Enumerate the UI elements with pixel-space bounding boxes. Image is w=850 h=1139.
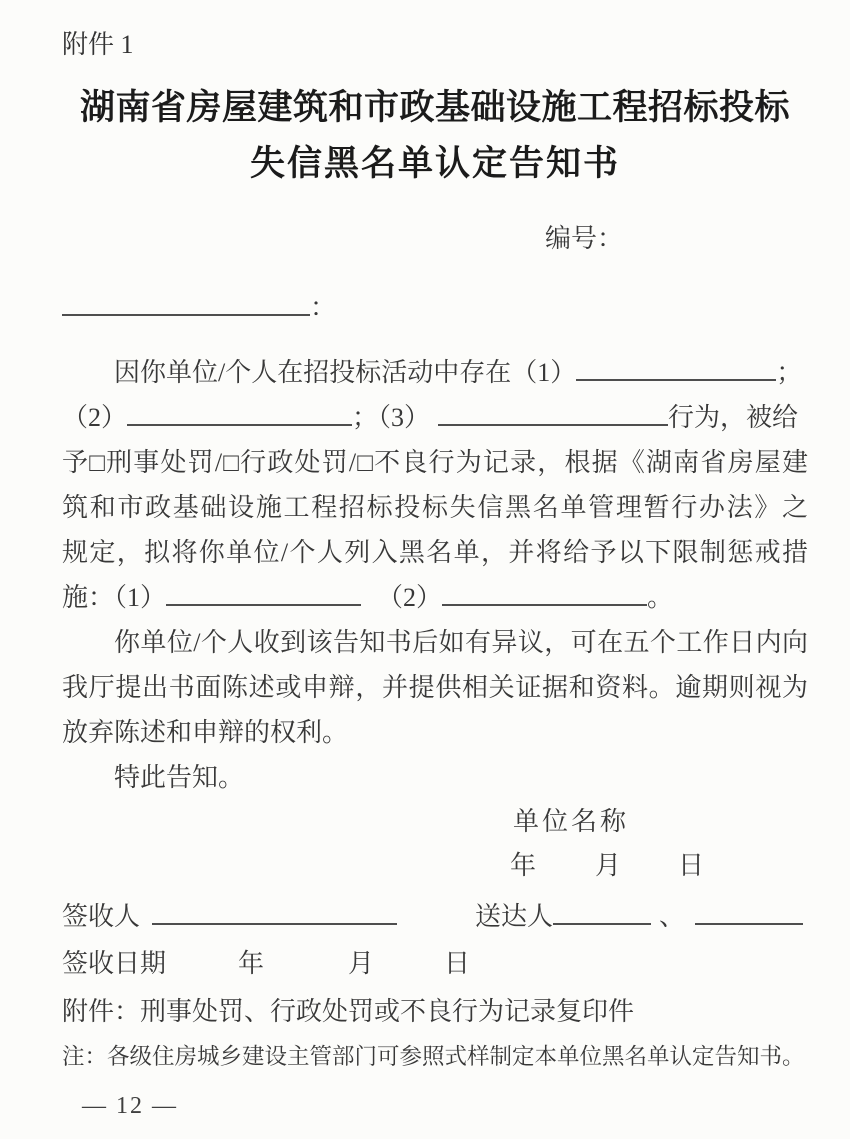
closing-line: 特此告知。 xyxy=(114,763,245,792)
receipt-day-label: 日 xyxy=(444,949,471,978)
signature-unit-label: 单位名称 xyxy=(513,807,630,836)
measure-1-blank xyxy=(166,602,361,606)
receipt-date-label: 签收日期 xyxy=(62,949,167,978)
addressee-row xyxy=(62,286,808,330)
receipt-date-row xyxy=(62,941,808,986)
signature-year-label: 年 xyxy=(510,851,537,880)
measures-line-end: 。 xyxy=(647,583,674,612)
measure-2-blank xyxy=(442,602,647,606)
number-row xyxy=(62,220,808,258)
reason-line-1 xyxy=(62,350,808,395)
receipt-year-label: 年 xyxy=(238,949,265,978)
signer-label: 签收人 xyxy=(62,902,141,931)
deliverer-separator: 、 xyxy=(659,902,686,931)
number-label: 编号： xyxy=(545,224,624,253)
receipt-month-label: 月 xyxy=(348,949,375,978)
deliverer-blank-1 xyxy=(553,921,651,925)
signature-date-row xyxy=(62,844,808,888)
objection-line-1: 你单位/个人收到该告知书后如有异议，可在五个工作日内向 xyxy=(114,628,808,657)
regulation-line-2: 规定，拟将你单位/个人列入黑名单，并将给予以下限制惩戒措 xyxy=(62,538,808,567)
reason-2-blank xyxy=(127,422,352,426)
objection-line-2: 我厅提出书面陈述或申辩，并提供相关证据和资料。逾期则视为 xyxy=(62,673,808,702)
page-content xyxy=(62,0,808,1122)
footnote: 注：各级住房城乡建设主管部门可参照式样制定本单位黑名单认定告知书。 xyxy=(62,1044,805,1069)
doc-title-line1: 湖南省房屋建筑和市政基础设施工程招标投标 xyxy=(79,88,790,127)
attachment-note: 附件：刑事处罚、行政处罚或不良行为记录复印件 xyxy=(62,997,635,1026)
reason-line-2 xyxy=(62,395,808,440)
measures-line xyxy=(62,575,808,620)
signer-blank xyxy=(152,921,397,925)
doc-title-line2: 失信黑名单认定告知书 xyxy=(249,144,620,183)
regulation-line-1: 筑和市政基础设施工程招标投标失信黑名单管理暂行办法》之 xyxy=(62,493,808,522)
attachment-label: 附件 1 xyxy=(62,30,134,59)
reason-2-label: （2） xyxy=(62,403,128,432)
reason-line-2-end: 行为，被给 xyxy=(668,403,799,432)
deliverer-blank-2 xyxy=(695,921,803,925)
page-number: — 12 — xyxy=(82,1093,178,1119)
addressee-blank xyxy=(62,312,310,316)
measure-2-label: （2） xyxy=(377,583,443,612)
reason-3-label: ；（3） xyxy=(352,403,431,432)
receipt-row xyxy=(62,894,808,939)
addressee-colon: ： xyxy=(310,293,337,322)
reason-line-1-end: ； xyxy=(776,358,803,387)
measure-1-label: 施：（1） xyxy=(62,583,167,612)
signature-month-label: 月 xyxy=(595,851,622,880)
reason-line-1-text: 因你单位/个人在招投标活动中存在（1） xyxy=(114,358,577,387)
penalty-options-line: 予□刑事处罚/□行政处罚/□不良行为记录，根据《湖南省房屋建 xyxy=(62,448,808,477)
deliverer-label: 送达人 xyxy=(475,902,554,931)
reason-3-blank xyxy=(438,422,668,426)
signature-day-label: 日 xyxy=(678,851,705,880)
objection-line-3: 放弃陈述和申辩的权利。 xyxy=(62,718,349,747)
reason-1-blank xyxy=(576,377,776,381)
